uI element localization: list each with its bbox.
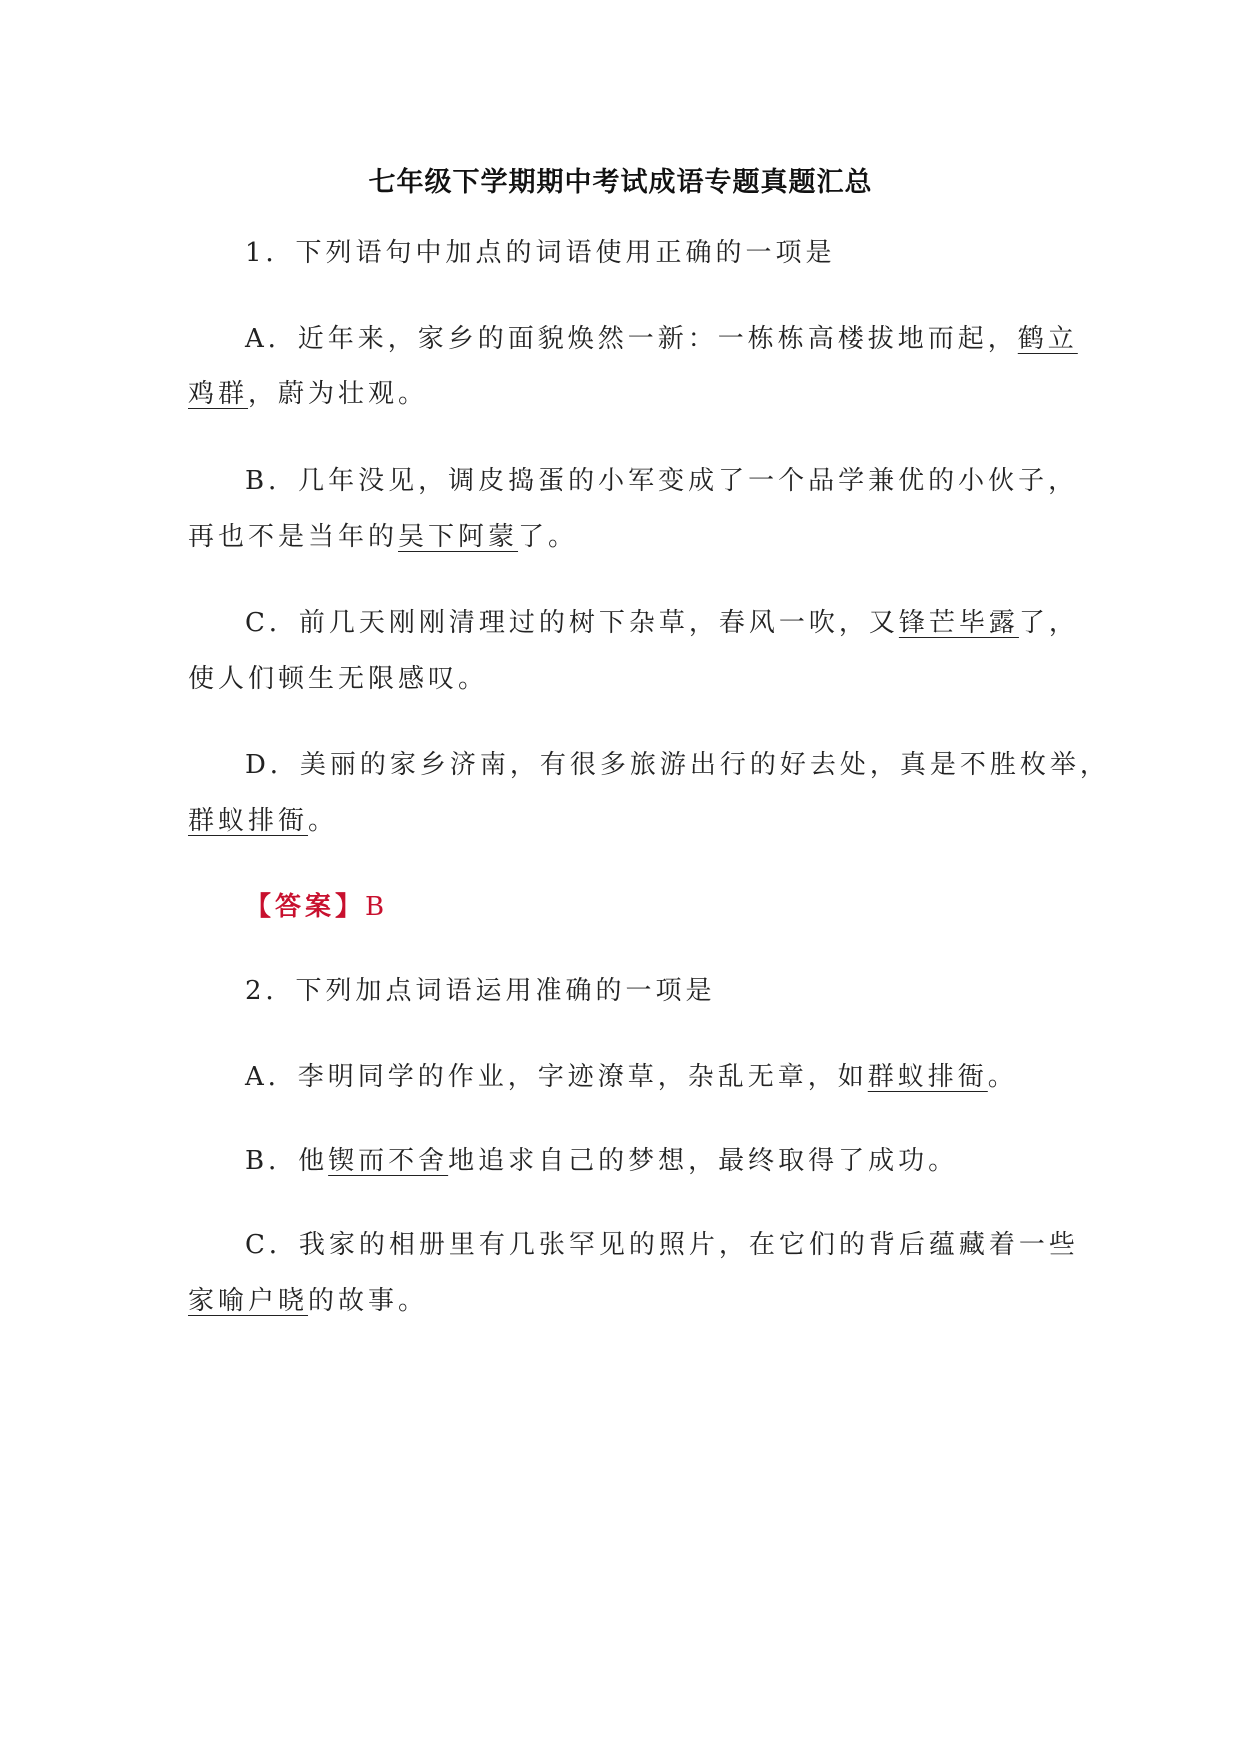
option-text: ，蔚为壮观。 [248, 379, 429, 409]
question-2-option-c-line1: C．我家的相册里有几张罕见的照片，在它们的背后蕴藏着一些 [245, 1230, 1079, 1260]
underlined-idiom: 群蚁排衙 [867, 1062, 988, 1092]
question-1-option-d-line2 [188, 800, 338, 837]
option-text: B．他 [245, 1146, 329, 1176]
option-text: 地追求自己的梦想，最终取得了成功。 [448, 1146, 959, 1176]
question-1-option-a-line2 [188, 373, 428, 410]
question-2-option-a [245, 1056, 1018, 1093]
underlined-idiom: 吴下阿蒙 [398, 522, 519, 552]
question-1-option-b-line2 [188, 516, 578, 553]
option-text: A．李明同学的作业，字迹潦草，杂乱无章，如 [245, 1062, 868, 1092]
question-1-option-a-line1 [245, 318, 1078, 355]
underlined-idiom: 鹤立 [1017, 324, 1078, 354]
question-1-option-c-line2: 使人们顿生无限感叹。 [188, 664, 489, 694]
question-1-option-c-line1 [245, 602, 1079, 639]
option-text: C．前几天刚刚清理过的树下杂草，春风一吹，又 [245, 608, 899, 638]
question-1-option-d-line1: D．美丽的家乡济南，有很多旅游出行的好去处，真是不胜枚举， [245, 750, 1110, 780]
option-text: A．近年来，家乡的面貌焕然一新：一栋栋高楼拔地而起， [245, 324, 1018, 354]
question-1-option-b-line1: B．几年没见，调皮捣蛋的小军变成了一个品学兼优的小伙子， [245, 466, 1079, 496]
answer-label: 【答案】 [245, 892, 366, 922]
question-2-option-b [245, 1140, 958, 1177]
option-text: 了， [1018, 608, 1079, 638]
underlined-idiom: 鸡群 [188, 379, 249, 409]
question-1-stem: 1．下列语句中加点的词语使用正确的一项是 [245, 238, 836, 268]
underlined-idiom: 家喻户晓 [188, 1286, 309, 1316]
underlined-idiom: 锲而不舍 [328, 1146, 449, 1176]
underlined-idiom: 锋芒毕露 [898, 608, 1019, 638]
document-title: 七年级下学期期中考试成语专题真题汇总 [368, 167, 873, 198]
question-2-stem: 2．下列加点词语运用准确的一项是 [245, 976, 716, 1006]
answer-value: B [365, 892, 389, 922]
option-text: 。 [987, 1062, 1018, 1092]
option-text: 了。 [518, 522, 579, 552]
underlined-idiom: 群蚁排衙 [188, 806, 309, 836]
option-text: 。 [308, 806, 339, 836]
question-1-answer [245, 886, 388, 923]
option-text: 的故事。 [308, 1286, 429, 1316]
option-text: 再也不是当年的 [188, 522, 399, 552]
question-2-option-c-line2 [188, 1280, 428, 1317]
